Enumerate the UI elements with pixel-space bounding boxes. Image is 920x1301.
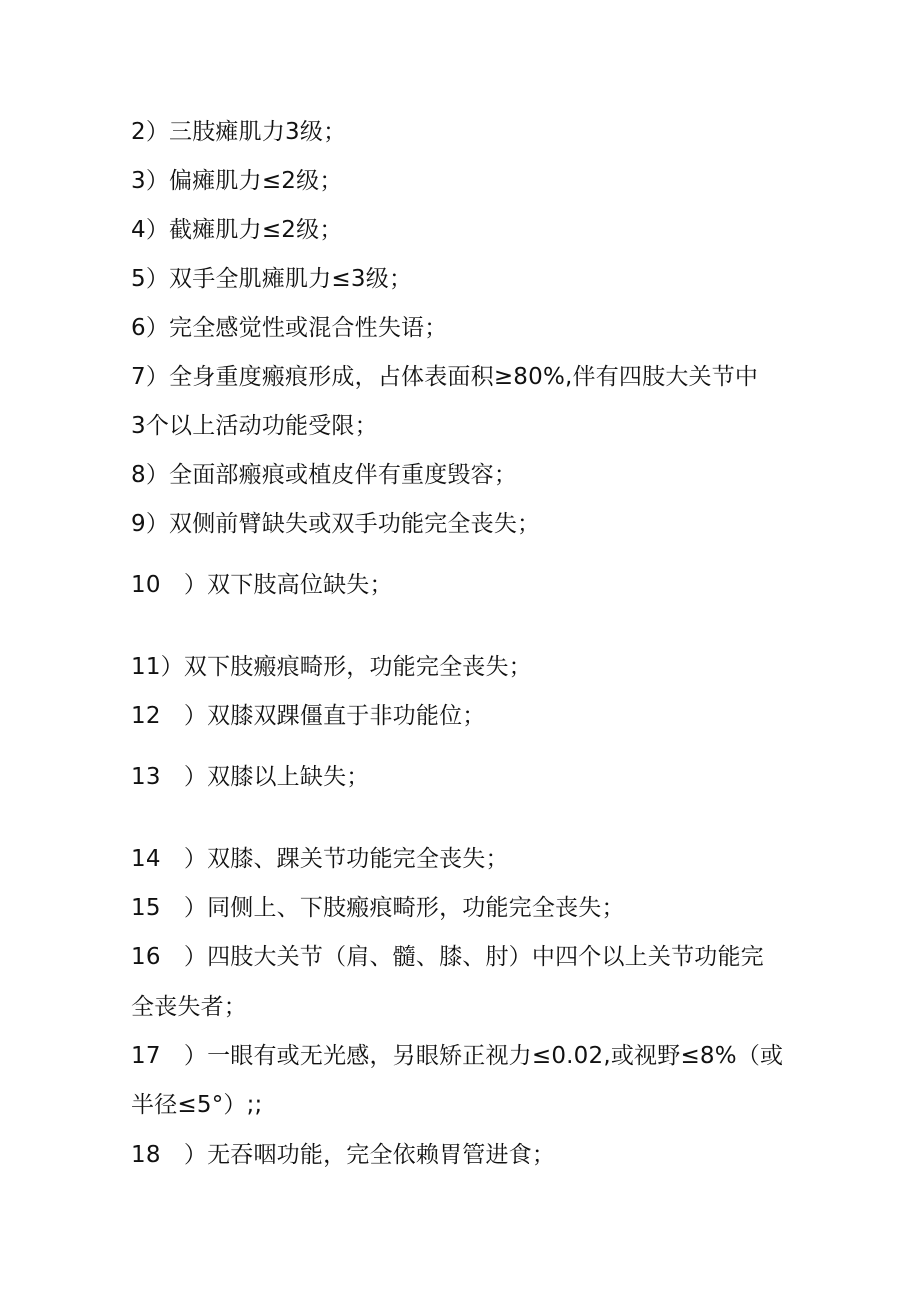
text-line: 15 ）同侧上、下肢瘢痕畸形，功能完全丧失； [131,895,625,921]
text-line: 3个以上活动功能受限； [131,413,378,439]
text-line: 17 ）一眼有或无光感，另眼矫正视力≤0.02,或视野≤8%（或 [131,1043,784,1069]
text-line: 2）三肢瘫肌力3级； [131,119,347,145]
text-line: 5）双手全肌瘫肌力≤3级； [131,266,413,292]
text-line: 14 ）双膝、踝关节功能完全丧失； [131,846,509,872]
text-line: 16 ）四肢大关节（肩、髓、膝、肘）中四个以上关节功能完 [131,944,764,970]
text-line: 4）截瘫肌力≤2级； [131,217,343,243]
text-line: 10 ）双下肢高位缺失； [131,572,393,598]
text-line: 半径≤5°）;; [131,1092,263,1118]
text-line: 全丧失者； [131,994,247,1020]
text-line: 7）全身重度瘢痕形成，占体表面积≥80%,伴有四肢大关节中 [131,364,759,390]
text-line: 6）完全感觉性或混合性失语； [131,315,448,341]
text-line: 18 ）无吞咽功能，完全依赖胃管进食； [131,1142,556,1168]
text-line: 9）双侧前臂缺失或双手功能完全丧失； [131,511,541,537]
text-line: 13 ）双膝以上缺失； [131,764,370,790]
text-line: 8）全面部瘢痕或植皮伴有重度毁容； [131,462,518,488]
text-line: 12 ）双膝双踝僵直于非功能位； [131,703,486,729]
text-line: 3）偏瘫肌力≤2级； [131,168,343,194]
text-line: 11）双下肢瘢痕畸形，功能完全丧失； [131,654,532,680]
